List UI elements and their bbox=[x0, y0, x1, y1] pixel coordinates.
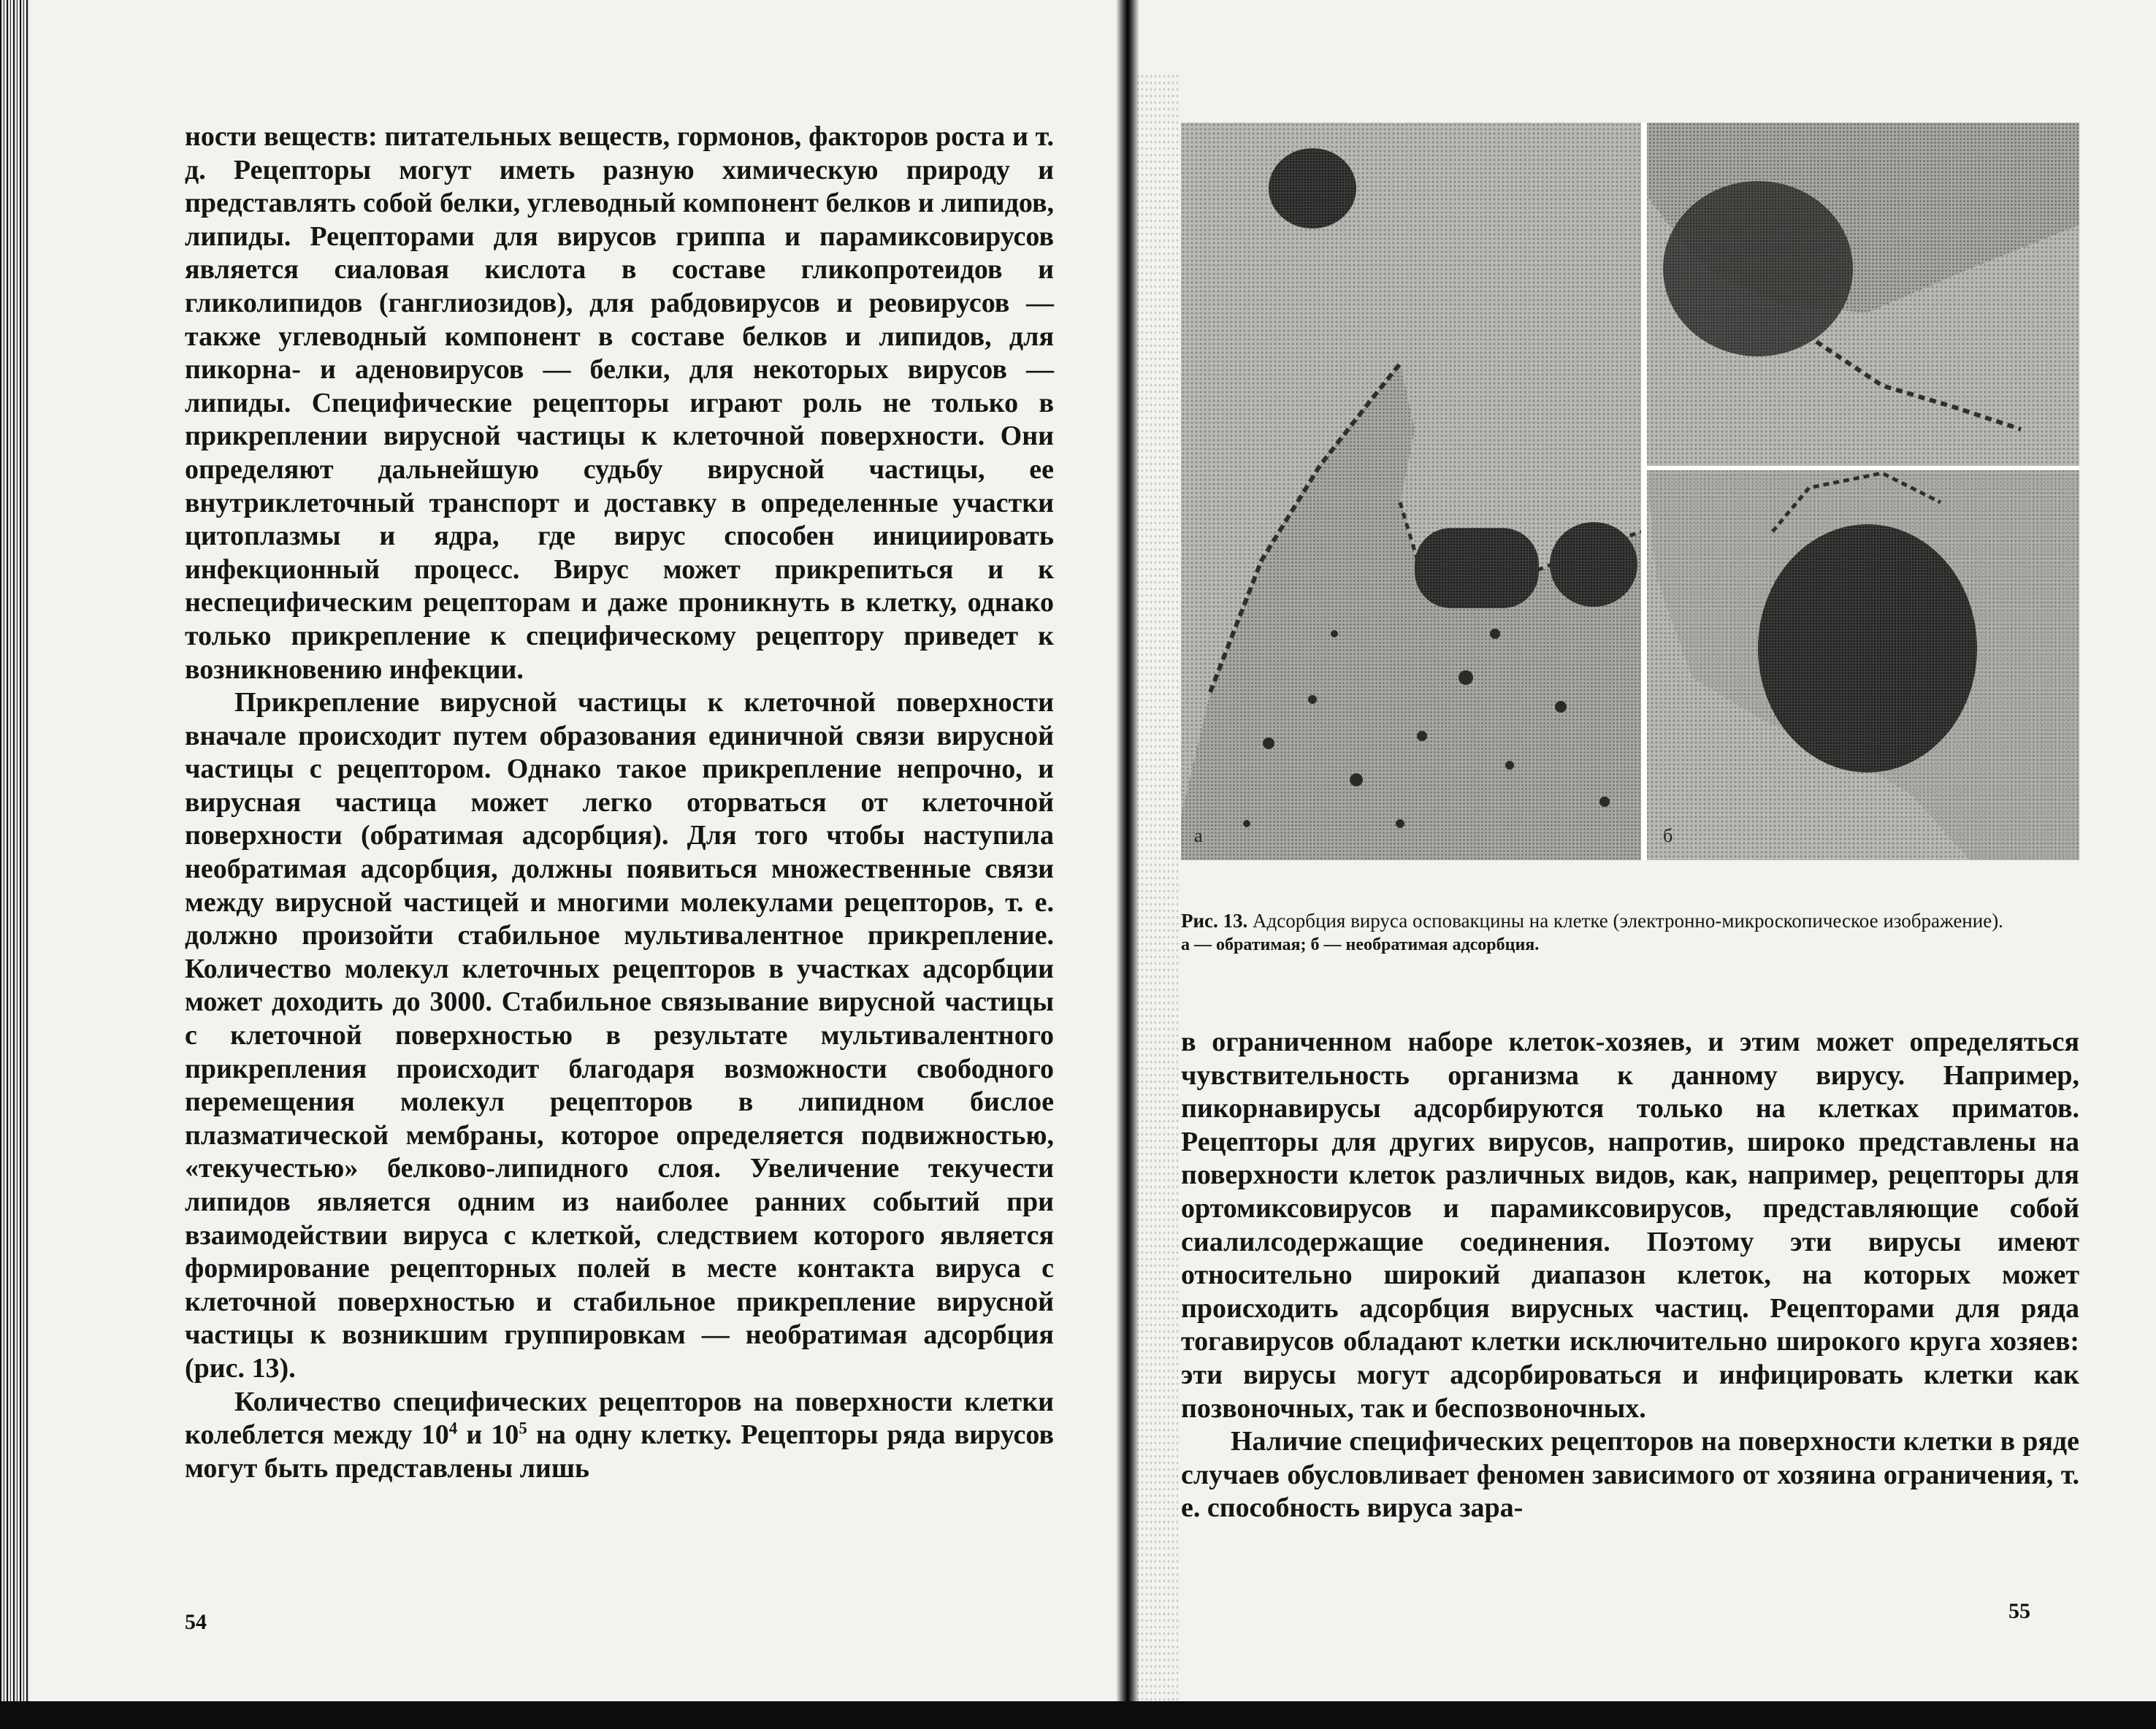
exponent-4: 4 bbox=[448, 1419, 458, 1438]
caption-title: Рис. 13. bbox=[1181, 910, 1248, 932]
caption-text: Адсорбция вируса осповакцины на клетке (электронно-микроскопическое изображение). bbox=[1253, 910, 2003, 932]
right-page-text bbox=[1181, 1026, 2079, 1525]
panel-b-bottom bbox=[1647, 470, 2079, 860]
gutter-scan-noise bbox=[1136, 73, 1180, 1701]
figure-caption bbox=[1181, 909, 2079, 957]
panel-a bbox=[1181, 123, 1641, 860]
left-page-text bbox=[185, 120, 1054, 1485]
micrograph-image bbox=[1181, 123, 2079, 860]
right-paragraph-2: Наличие специфических рецепторов на поверхности клетки в ряде случаев обусловливает феномен зависимого от хозяина ограничения, т. е. способность вируса зара- bbox=[1181, 1426, 2079, 1524]
left-paragraph-3 bbox=[185, 1386, 1054, 1486]
left-paragraph-2: Прикрепление вирусной частицы к клеточной поверхности вначале происходит путем образования единичной связи вирусной частицы с рецептором. Однако такое прикрепление непрочно, и вирусная частица может легко оторваться от клеточной поверхности (обратимая адсорбция). Для того чтобы наступила необратимая адсорбция, должны появиться множественные связи между вирусной частицей и многими молекулами рецепторов, т. е. должно произойти стабильное мультивалентное прикрепление. Количество молекул клеточных рецепторов в участках адсорбции может доходить до 3000. Стабильное связывание вирусной частицы с клеточной поверхностью в результате мультивалентного прикрепления происходит благодаря возможности свободного перемещения молекул рецепторов в липидном бислое плазматической мембраны, которое определяется подвижностью, «текучестью» белково-липидного слоя. Увеличение текучести липидов является одним из наиболее ранних событий при взаимодействии вируса с клеткой, следствием которого является формирование рецепторных полей в месте контакта вируса с клеточной поверхностью и стабильное прикрепление вирусной частицы к возникшим группировкам — необратимая адсорбция (рис. 13). bbox=[185, 687, 1054, 1384]
page-number-left: 54 bbox=[185, 1610, 207, 1634]
caption-legend: а — обратимая; б — необратимая адсорбция. bbox=[1181, 935, 1540, 954]
book-left-edge bbox=[0, 0, 29, 1729]
scan-bottom-border bbox=[0, 1701, 2156, 1729]
exponent-5: 5 bbox=[519, 1419, 527, 1438]
receptor-count-text-3: на одну клетку. Рецепторы ряда вирусов могут быть представлены лишь bbox=[185, 1419, 1054, 1484]
panel-a-label: а bbox=[1194, 825, 1203, 846]
electron-micrograph-figure bbox=[1181, 123, 2079, 860]
panel-b-label: б bbox=[1663, 825, 1673, 846]
left-paragraph-1: ности веществ: питательных веществ, гормонов, факторов роста и т. д. Рецепторы могут иметь разную химическую природу и представлять собой белки, углеводный компонент белков и липидов, липиды. Рецепторами для вирусов гриппа и парамиксовирусов является сиаловая кислота в составе гликопротеидов и гликолипидов (ганглиозидов), для рабдовирусов и реовирусов — также углеводный компонент в составе белков и липидов, для пикорна- и аденовирусов — белки, для некоторых вирусов — липиды. Специфические рецепторы играют роль не только в прикреплении вирусной частицы к клеточной поверхности. Они определяют дальнейшую судьбу вирусной частицы, ее внутриклеточный транспорт и доставку в определенные участки цитоплазмы и ядра, где вирус способен инициировать инфекционный процесс. Вирус может прикрепиться и к неспецифическим рецепторам и даже проникнуть в клетку, однако только прикрепление к специфическому рецептору приведет к возникновению инфекции. bbox=[185, 121, 1054, 685]
page-number-right: 55 bbox=[2008, 1599, 2030, 1623]
right-paragraph-1: в ограниченном наборе клеток-хозяев, и этим может определяться чувствительность организма к данному вирусу. Например, пикорнавирусы адсорбируются только на клетках приматов. Рецепторы для других вирусов, напротив, широко представлены на поверхности клеток различных видов, как, например, рецепторы для ортомиксовирусов и парамиксовирусов, представляющие собой сиалилсодержащие соединения. Поэтому эти вирусы имеют относительно широкий диапазон клеток, на которых может происходить адсорбция вирусных частиц. Рецепторами для ряда тогавирусов обладают клетки исключительно широкого круга хозяев: эти вирусы могут адсорбироваться и инфицировать клетки как позвоночных, так и беспозвоночных. bbox=[1181, 1027, 2079, 1424]
left-page bbox=[13, 0, 1116, 1701]
receptor-count-text-2: и 10 bbox=[457, 1419, 519, 1451]
right-page bbox=[1139, 0, 2156, 1701]
panel-b-top bbox=[1647, 123, 2079, 466]
receptor-count-text-1: Количество специфических рецепторов на поверхности клетки колеблется между 10 bbox=[185, 1386, 1054, 1451]
